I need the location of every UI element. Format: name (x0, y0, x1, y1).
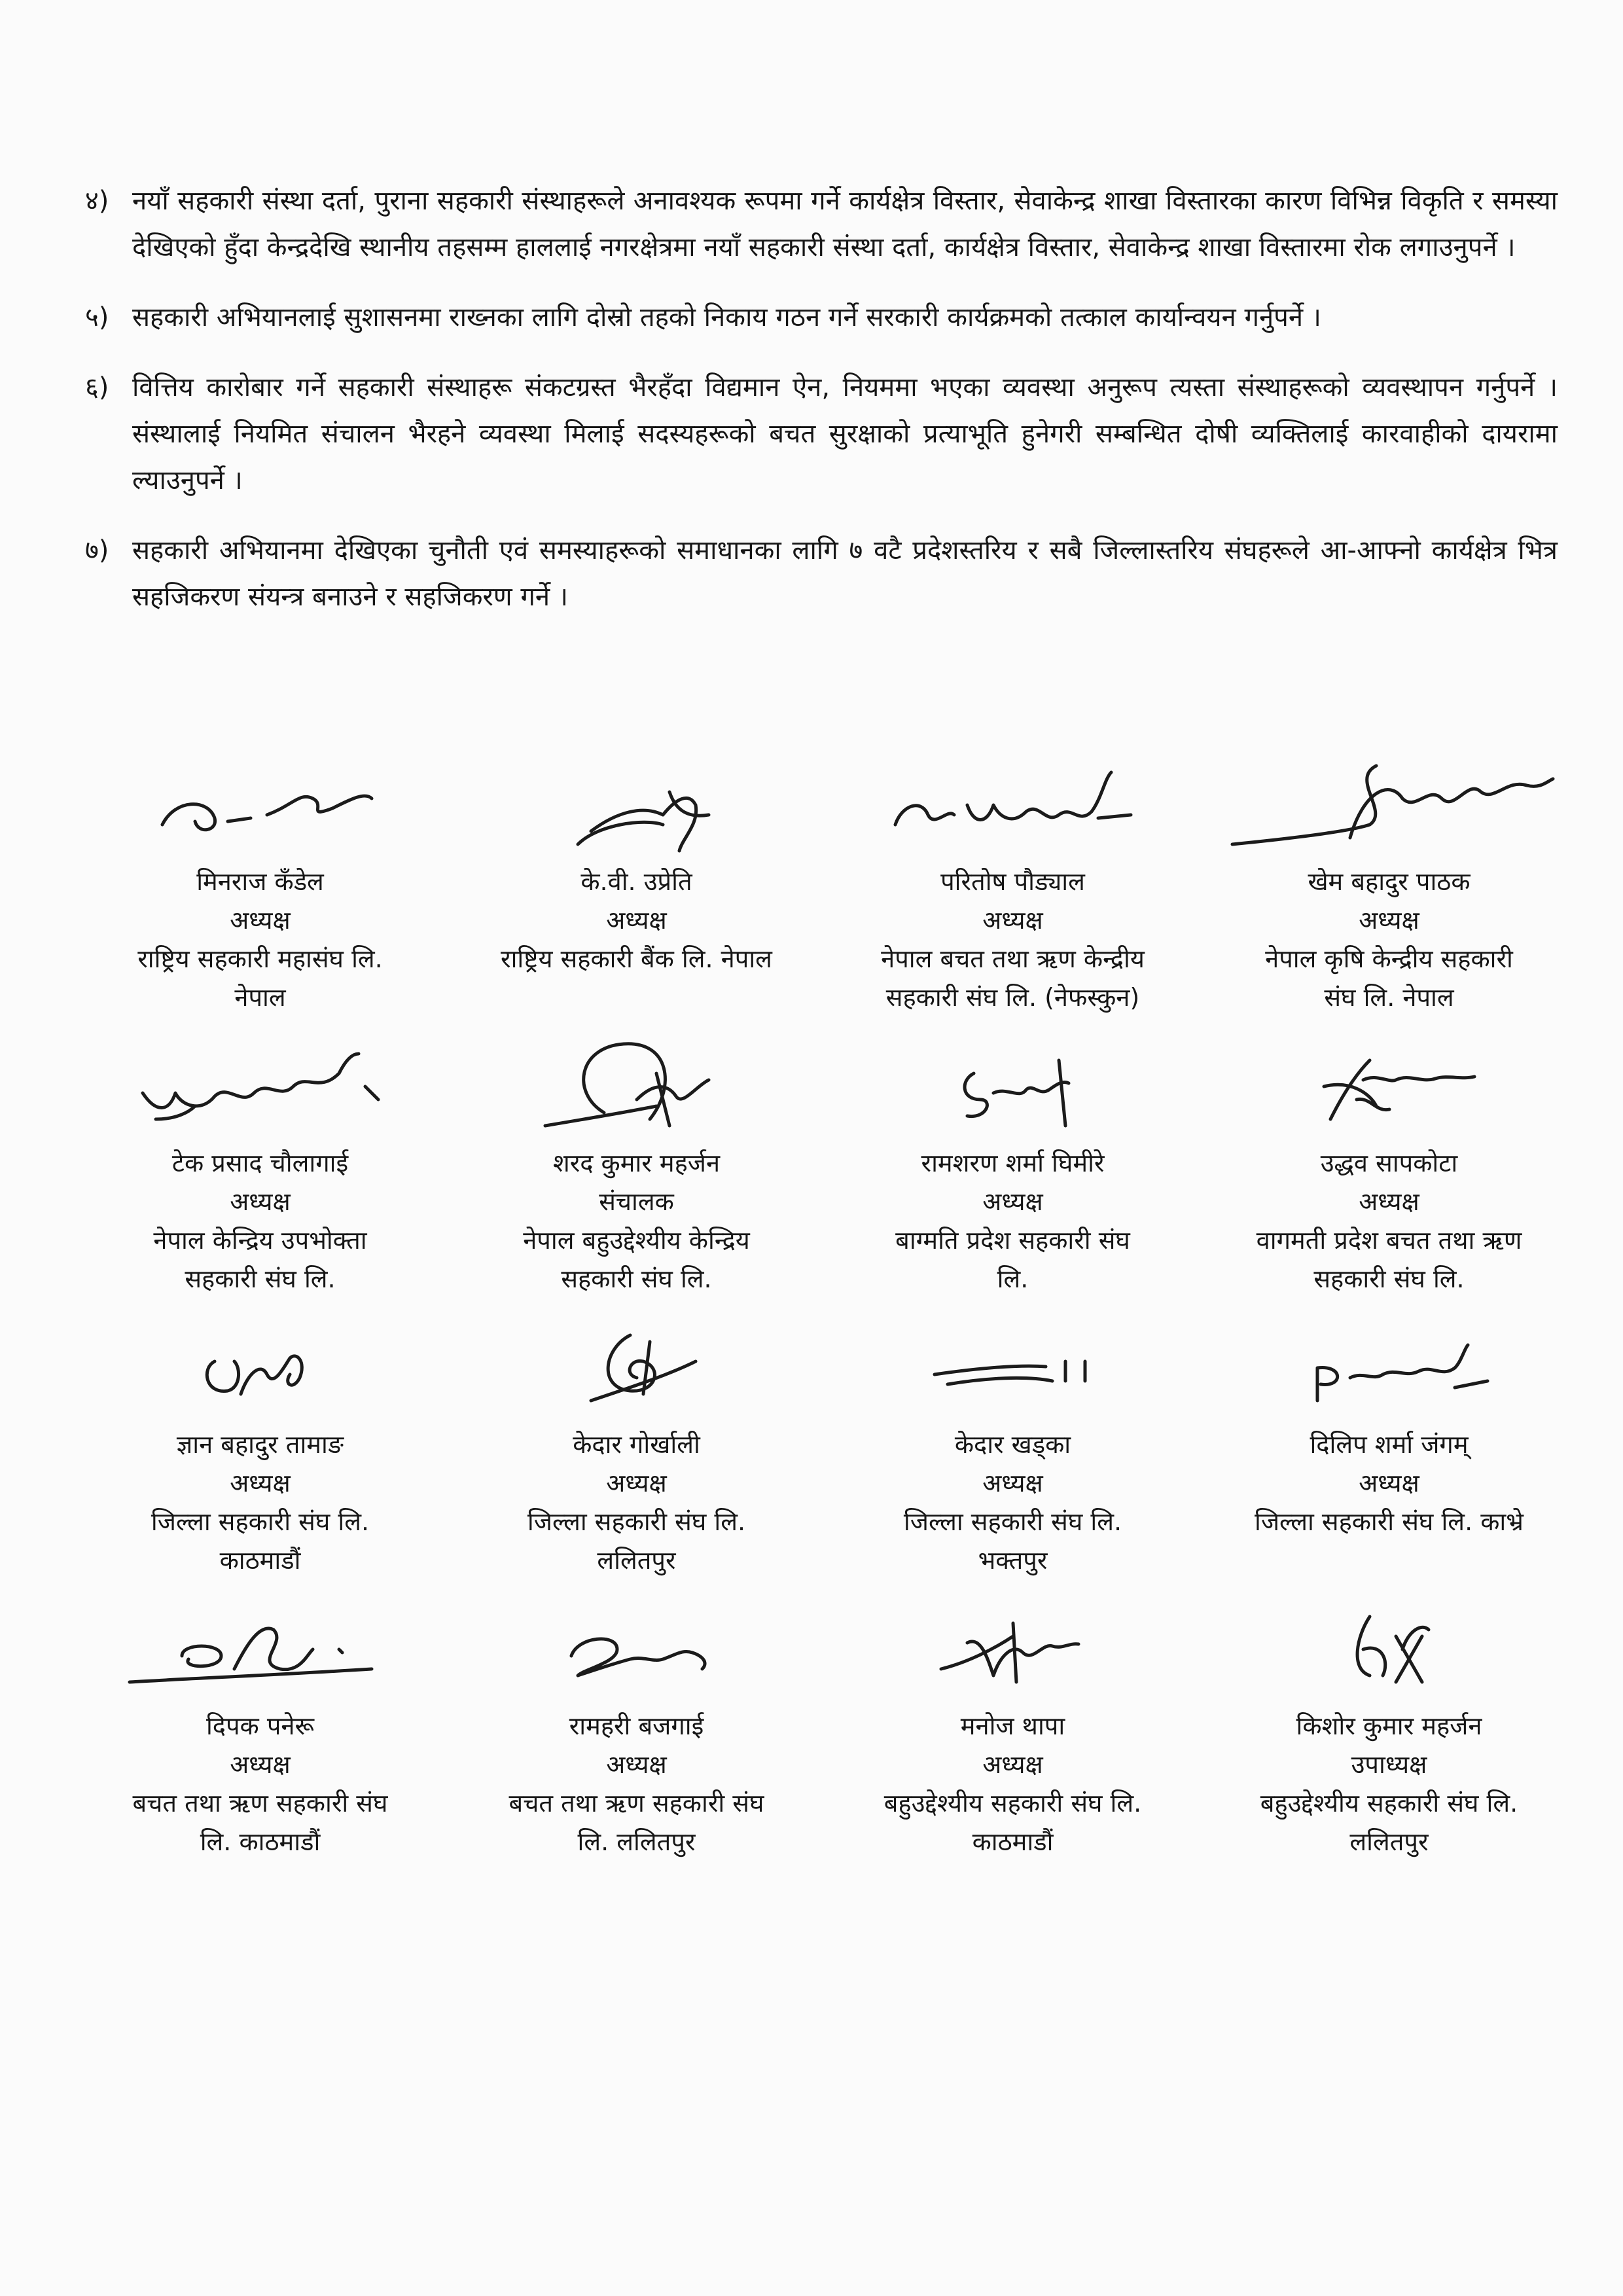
signatory-name: रामहरी बजगाई (569, 1712, 704, 1740)
signatory-role: संचालक (599, 1187, 674, 1216)
signatory-block (825, 1597, 1201, 1878)
signatory-name: खेम बहादुर पाठक (1308, 867, 1471, 896)
signatory-organization: जिल्ला सहकारी संघ लि. (903, 1507, 1122, 1536)
signatory-grid (72, 753, 1577, 1878)
signatory-block (72, 1316, 448, 1597)
signatory-organization-line2: सहकारी संघ लि. (561, 1265, 712, 1293)
resolution-point (85, 528, 1558, 620)
signatory-role: अध्यक्ष (606, 906, 667, 935)
signatory-organization: राष्ट्रिय सहकारी महासंघ लि. (137, 944, 383, 973)
handwritten-signature (136, 753, 385, 857)
signatory-row (72, 1597, 1577, 1878)
signatory-name: केदार गोर्खाली (573, 1430, 700, 1459)
signatory-block (448, 1316, 825, 1597)
signatory-block (72, 753, 448, 1034)
signatory-block (1201, 1597, 1577, 1878)
signatory-role: अध्यक्ष (982, 1750, 1043, 1779)
point-text: सहकारी अभियानमा देखिएका चुनौती एवं समस्याहरूको समाधानका लागि ७ वटै प्रदेशस्तरिय र सबै जिल्लास्तरिय संघहरूले आ-आफ्नो कार्यक्षेत्र भित्र सहजिकरण संयन्त्र बनाउने र सहजिकरण गर्ने । (132, 535, 1558, 612)
signatory-organization: बहुउद्देश्यीय सहकारी संघ लि. (883, 1789, 1142, 1818)
point-text: नयाँ सहकारी संस्था दर्ता, पुराना सहकारी संस्थाहरूले अनावश्यक रूपमा गर्ने कार्यक्षेत्र विस्तार, सेवाकेन्द्र शाखा विस्तारका कारण विभिन्न विकृति र समस्या देखिएको हुँदा केन्द्रदेखि स्थानीय तहसम्म हाललाई नगरक्षेत्रमा नयाँ सहकारी संस्था दर्ता, कार्यक्षेत्र विस्तार, सेवाकेन्द्र शाखा विस्तारमा रोक लगाउनुपर्ने । (132, 186, 1558, 262)
signatory-block (448, 1597, 825, 1878)
signatory-organization: बचत तथा ऋण सहकारी संघ (132, 1789, 388, 1818)
resolution-point (85, 178, 1558, 271)
signatory-name: केदार खड्का (954, 1430, 1071, 1459)
signatory-name: परितोष पौड्याल (940, 867, 1085, 896)
signatory-role: अध्यक्ष (230, 1187, 291, 1216)
signatory-name: दिलिप शर्मा जंगम् (1310, 1430, 1469, 1459)
signatory-organization: नेपाल केन्द्रिय उपभोक्ता (153, 1226, 367, 1255)
signatory-organization-line2: नेपाल (234, 983, 286, 1012)
signatory-organization-line2: ललितपुर (1349, 1827, 1429, 1856)
signatory-organization-line2: काठमाडौं (972, 1827, 1054, 1856)
signatory-organization-line2: काठमाडौं (219, 1546, 301, 1575)
signatory-role: अध्यक्ष (982, 1187, 1043, 1216)
signatory-organization: नेपाल बचत तथा ऋण केन्द्रीय (881, 944, 1145, 973)
point-number: ४) (85, 186, 109, 216)
signatory-name: मनोज थापा (960, 1712, 1065, 1740)
handwritten-signature (506, 1597, 768, 1708)
signatory-organization: बचत तथा ऋण सहकारी संघ (508, 1789, 764, 1818)
signatory-name: किशोर कुमार महर्जन (1296, 1712, 1482, 1740)
signatory-organization-line2: लि. ललितपुर (577, 1827, 696, 1856)
signatory-block (825, 753, 1201, 1034)
signatory-organization-line2: सहकारी संघ लि. (185, 1265, 336, 1293)
signatory-organization: जिल्ला सहकारी संघ लि. (527, 1507, 746, 1536)
signatory-name: मिनराज कँडेल (196, 867, 324, 896)
handwritten-signature (116, 1034, 404, 1145)
handwritten-signature (519, 1316, 755, 1427)
point-number: ७) (85, 535, 109, 565)
signatory-role: अध्यक्ष (1359, 1469, 1419, 1498)
signatory-organization-line2: लि. काठमाडौं (200, 1827, 321, 1856)
signatory-organization: नेपाल कृषि केन्द्रीय सहकारी (1265, 944, 1513, 973)
signatory-organization: जिल्ला सहकारी संघ लि. काभ्रे (1255, 1507, 1524, 1536)
signatory-name: उद्धव सापकोटा (1320, 1149, 1458, 1177)
handwritten-signature (895, 1034, 1131, 1145)
signatory-block (1201, 753, 1577, 1034)
signatory-organization: बहुउद्देश्यीय सहकारी संघ लि. (1260, 1789, 1518, 1818)
signatory-role: अध्यक्ष (1359, 906, 1419, 935)
signatory-organization-line2: भक्तपुर (978, 1546, 1048, 1575)
point-text: वित्तिय कारोबार गर्ने सहकारी संस्थाहरू संकटग्रस्त भैरहँदा विद्यमान ऐन, नियममा भएका व्यवस्था अनुरूप त्यस्ता संस्थाहरूको व्यवस्थापन गर्नुपर्ने । संस्थालाई नियमित संचालन भैरहने व्यवस्था मिलाई सदस्यहरूको बचत सुरक्षाको प्रत्याभूति हुनेगरी सम्बन्धित दोषी व्यक्तिलाई कारवाहीको दायरामा ल्याउनुपर्ने । (132, 372, 1558, 495)
signatory-role: अध्यक्ष (606, 1469, 667, 1498)
handwritten-signature (1258, 1316, 1520, 1427)
point-number: ५) (85, 302, 109, 332)
resolution-point (85, 365, 1558, 504)
handwritten-signature (1272, 1597, 1507, 1708)
signatory-name: के.वी. उप्रेति (580, 867, 692, 896)
signatory-block (72, 1597, 448, 1878)
resolution-point (85, 295, 1558, 341)
signatory-block (72, 1034, 448, 1316)
signatory-name: दिपक पनेरू (205, 1712, 315, 1740)
signatory-row (72, 1034, 1577, 1316)
handwritten-signature (882, 1597, 1144, 1708)
signatory-block (1201, 1316, 1577, 1597)
signatory-block (825, 1034, 1201, 1316)
signatory-organization: जिल्ला सहकारी संघ लि. (151, 1507, 370, 1536)
resolution-points (85, 178, 1558, 644)
signatory-organization: राष्ट्रिय सहकारी बैंक लि. नेपाल (501, 944, 772, 973)
signatory-block (448, 1034, 825, 1316)
signatory-name: ज्ञान बहादुर तामाङ (176, 1430, 344, 1459)
signatory-organization: वागमती प्रदेश बचत तथा ऋण (1256, 1226, 1522, 1255)
signatory-role: अध्यक्ष (606, 1750, 667, 1779)
signatory-role: अध्यक्ष (982, 906, 1043, 935)
handwritten-signature (1219, 753, 1560, 864)
signatory-organization: बाग्मति प्रदेश सहकारी संघ (895, 1226, 1130, 1255)
signatory-block (825, 1316, 1201, 1597)
signatory-block (1201, 1034, 1577, 1316)
signatory-block (448, 753, 825, 1034)
point-number: ६) (85, 372, 109, 403)
signatory-organization-line2: लि. (997, 1265, 1029, 1293)
handwritten-signature (876, 753, 1150, 864)
signatory-organization-line2: सहकारी संघ लि. (नेफस्कुन) (885, 983, 1140, 1012)
handwritten-signature (512, 753, 761, 864)
signatory-role: अध्यक्ष (230, 1750, 291, 1779)
signatory-organization-line2: सहकारी संघ लि. (1313, 1265, 1465, 1293)
handwritten-signature (103, 1597, 418, 1708)
signatory-organization: नेपाल बहुउद्देश्यीय केन्द्रिय (523, 1226, 750, 1255)
handwritten-signature (889, 1316, 1137, 1427)
signatory-name: रामशरण शर्मा घिमीरे (921, 1149, 1105, 1177)
signatory-role: अध्यक्ष (1359, 1187, 1419, 1216)
signatory-role: अध्यक्ष (230, 1469, 291, 1498)
signatory-role: अध्यक्ष (982, 1469, 1043, 1498)
signatory-organization-line2: ललितपुर (597, 1546, 676, 1575)
signatory-name: टेक प्रसाद चौलागाई (171, 1149, 349, 1177)
signatory-role: अध्यक्ष (230, 906, 291, 935)
handwritten-signature (1258, 1034, 1520, 1145)
handwritten-signature (506, 1034, 768, 1145)
signatory-row (72, 1316, 1577, 1597)
signatory-organization-line2: संघ लि. नेपाल (1324, 983, 1454, 1012)
signatory-name: शरद कुमार महर्जन (552, 1149, 721, 1177)
signatory-row (72, 753, 1577, 1034)
signatory-role: उपाध्यक्ष (1351, 1750, 1427, 1779)
handwritten-signature (143, 1316, 378, 1427)
point-text: सहकारी अभियानलाई सुशासनमा राख्नका लागि दोस्रो तहको निकाय गठन गर्ने सरकारी कार्यक्रमको तत्काल कार्यान्वयन गर्नुपर्ने । (132, 302, 1321, 332)
